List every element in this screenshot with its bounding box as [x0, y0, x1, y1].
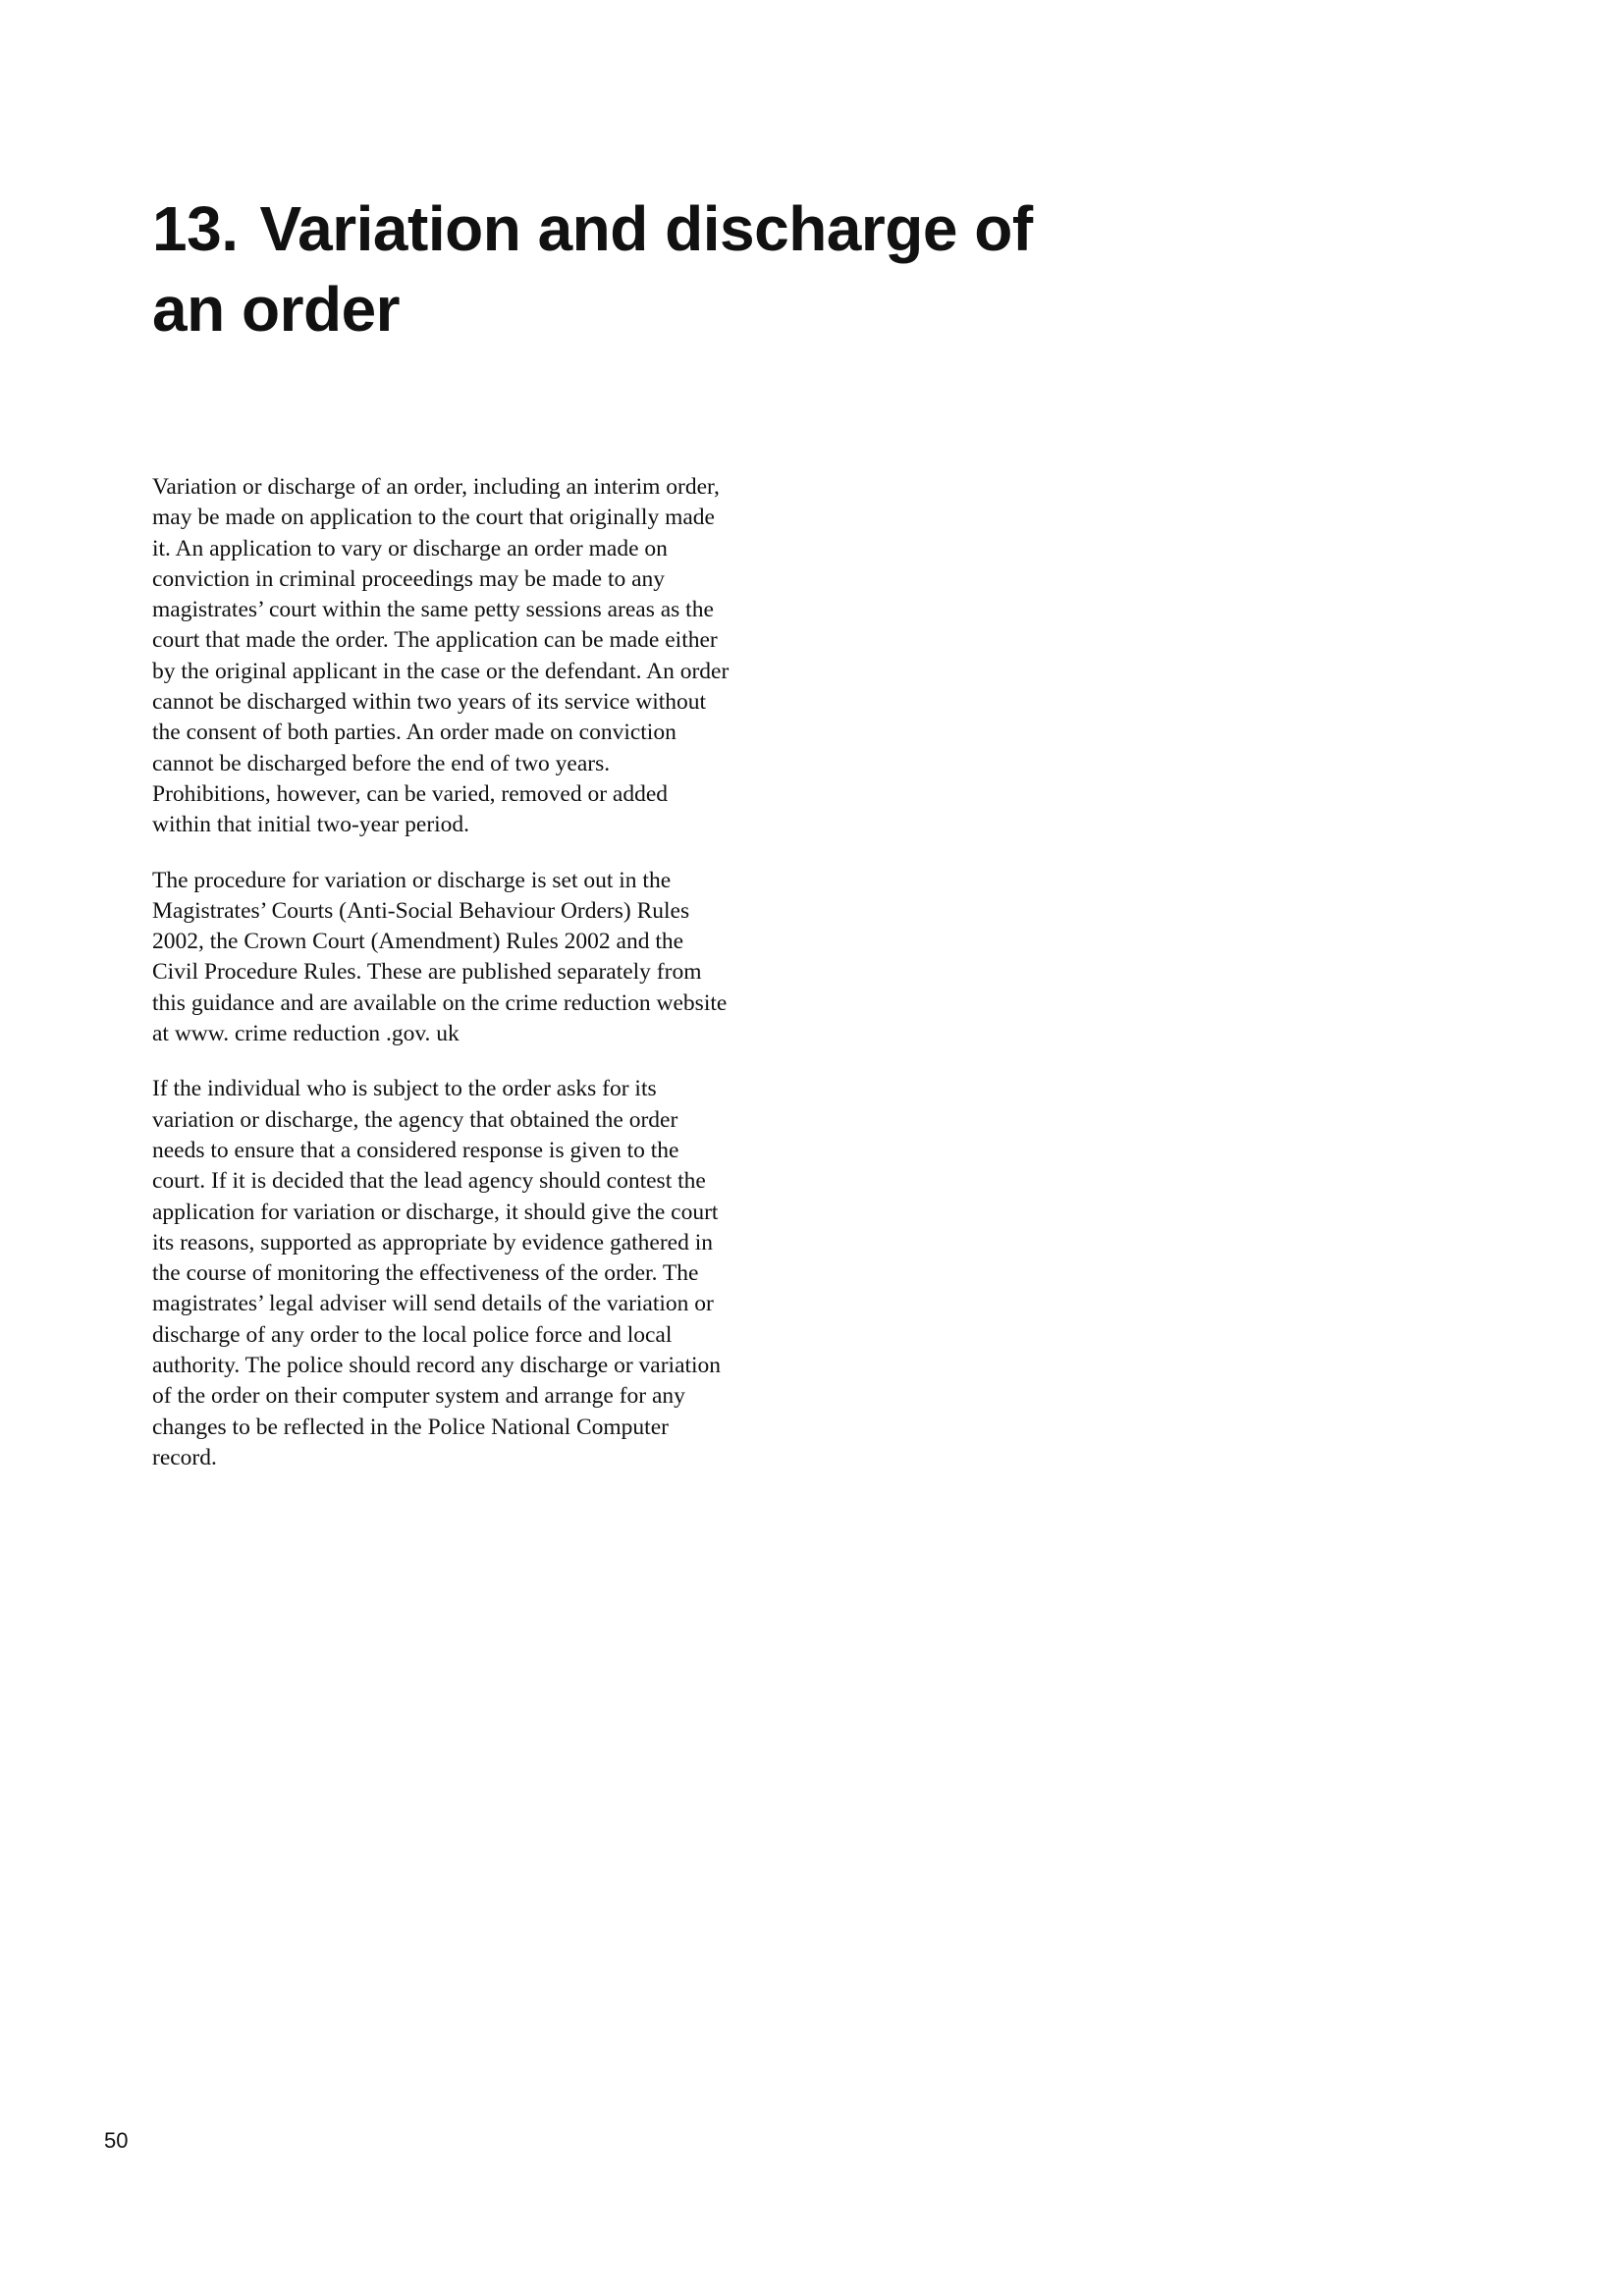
section-number: 13. — [152, 193, 239, 264]
section-title: Variation and discharge of an order — [152, 193, 1033, 345]
paragraph-2: The procedure for variation or discharge is set out in the Magistrates’ Courts (Anti-Social Behaviour Orders) Rules 2002, the Crown Court (Amendment) Rules 2002 and the Civil Procedure Rules. These are published separately from this guidance and are available on the crime reduction website at www. crime reduction .gov. uk — [152, 867, 728, 1047]
page-number: 50 — [104, 2128, 129, 2153]
paragraph-3: If the individual who is subject to the order asks for its variation or discharge, the agency that obtained the order needs to ensure that a considered response is given to the court. If it is decided that the lead agency should contest the application for variation or discharge, it should give the court its reasons, supported as appropriate by evidence gathered in the course of monitoring the effectiveness of the order. The magistrates’ legal adviser will send details of the variation or discharge of any order to the local police force and local authority. The police should record any discharge or variation of the order on their computer system and arrange for any changes to be reflected in the Police National Computer record. — [152, 1076, 722, 1470]
paragraph-1: Variation or discharge of an order, including an interim order, may be made on application to the court that originally made it. An application to vary or discharge an order made on conviction in criminal proceedings may be made to any magistrates’ court within the same petty sessions areas as the court that made the order. The application can be made either by the original applicant in the case or the defendant. An order cannot be discharged within two years of its service without the consent of both parties. An order made on conviction cannot be discharged before the end of two years. Prohibitions, however, can be varied, removed or added within that initial two-year period. — [152, 474, 730, 838]
section-heading — [152, 188, 1114, 349]
body-text — [152, 472, 731, 1498]
